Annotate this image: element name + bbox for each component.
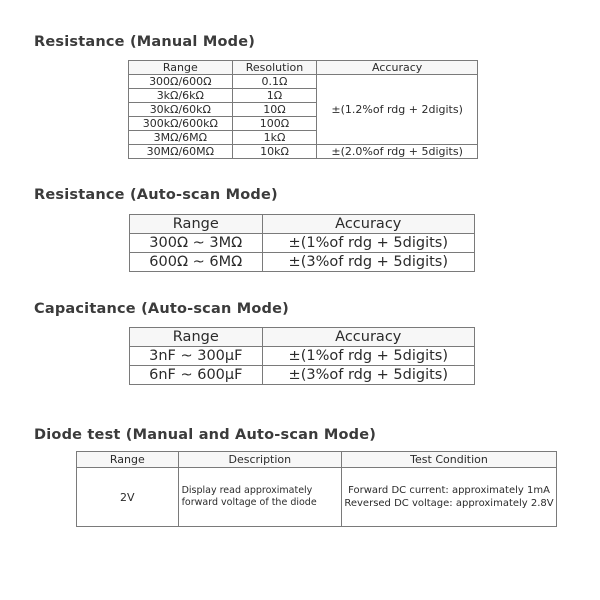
range-cell: 30kΩ/60kΩ — [129, 103, 233, 117]
range-cell: 3MΩ/6MΩ — [129, 131, 233, 145]
header-accuracy: Accuracy — [262, 328, 474, 347]
test-condition-cell — [342, 468, 557, 527]
table-row — [130, 253, 475, 272]
header-accuracy: Accuracy — [262, 215, 474, 234]
table-row — [129, 75, 478, 89]
range-cell: 30MΩ/60MΩ — [129, 145, 233, 159]
table-header-row — [77, 452, 557, 468]
section-title-resistance-auto: Resistance (Auto-scan Mode) — [34, 187, 278, 203]
resolution-cell: 1kΩ — [232, 131, 317, 145]
range-cell: 300Ω ~ 3MΩ — [130, 234, 263, 253]
table-row — [130, 366, 475, 385]
header-range: Range — [130, 215, 263, 234]
table-row — [77, 468, 557, 527]
section-title-resistance-manual: Resistance (Manual Mode) — [34, 34, 256, 50]
accuracy-cell: ±(1%of rdg + 5digits) — [262, 234, 474, 253]
range-cell: 300kΩ/600kΩ — [129, 117, 233, 131]
accuracy-cell: ±(1%of rdg + 5digits) — [262, 347, 474, 366]
resolution-cell: 0.1Ω — [232, 75, 317, 89]
resolution-cell: 1Ω — [232, 89, 317, 103]
header-range: Range — [130, 328, 263, 347]
condition-forward-current: Forward DC current: approximately 1mA — [348, 485, 550, 496]
accuracy-cell: ±(2.0%of rdg + 5digits) — [317, 145, 478, 159]
condition-reversed-voltage: Reversed DC voltage: approximately 2.8V — [344, 498, 554, 509]
table-header-row — [130, 328, 475, 347]
table-header-row — [129, 61, 478, 75]
resolution-cell: 10Ω — [232, 103, 317, 117]
table-row — [130, 234, 475, 253]
description-cell: Display read approximately forward voltage of the diode — [178, 468, 341, 527]
header-accuracy: Accuracy — [317, 61, 478, 75]
range-cell: 6nF ~ 600μF — [130, 366, 263, 385]
header-range: Range — [77, 452, 179, 468]
section-title-diode-test: Diode test (Manual and Auto-scan Mode) — [34, 427, 377, 443]
header-range: Range — [129, 61, 233, 75]
table-row — [130, 347, 475, 366]
resistance-auto-table — [129, 214, 475, 272]
resistance-manual-table — [128, 60, 478, 159]
range-cell: 3nF ~ 300μF — [130, 347, 263, 366]
table-row — [129, 145, 478, 159]
capacitance-auto-table — [129, 327, 475, 385]
header-test-condition: Test Condition — [342, 452, 557, 468]
accuracy-cell: ±(1.2%of rdg + 2digits) — [317, 75, 478, 145]
table-header-row — [130, 215, 475, 234]
resolution-cell: 100Ω — [232, 117, 317, 131]
resolution-cell: 10kΩ — [232, 145, 317, 159]
accuracy-cell: ±(3%of rdg + 5digits) — [262, 253, 474, 272]
range-cell: 3kΩ/6kΩ — [129, 89, 233, 103]
range-cell: 300Ω/600Ω — [129, 75, 233, 89]
header-description: Description — [178, 452, 341, 468]
diode-test-table — [76, 451, 557, 527]
header-resolution: Resolution — [232, 61, 317, 75]
section-title-capacitance-auto: Capacitance (Auto-scan Mode) — [34, 301, 289, 317]
range-cell: 2V — [77, 468, 179, 527]
range-cell: 600Ω ~ 6MΩ — [130, 253, 263, 272]
accuracy-cell: ±(3%of rdg + 5digits) — [262, 366, 474, 385]
